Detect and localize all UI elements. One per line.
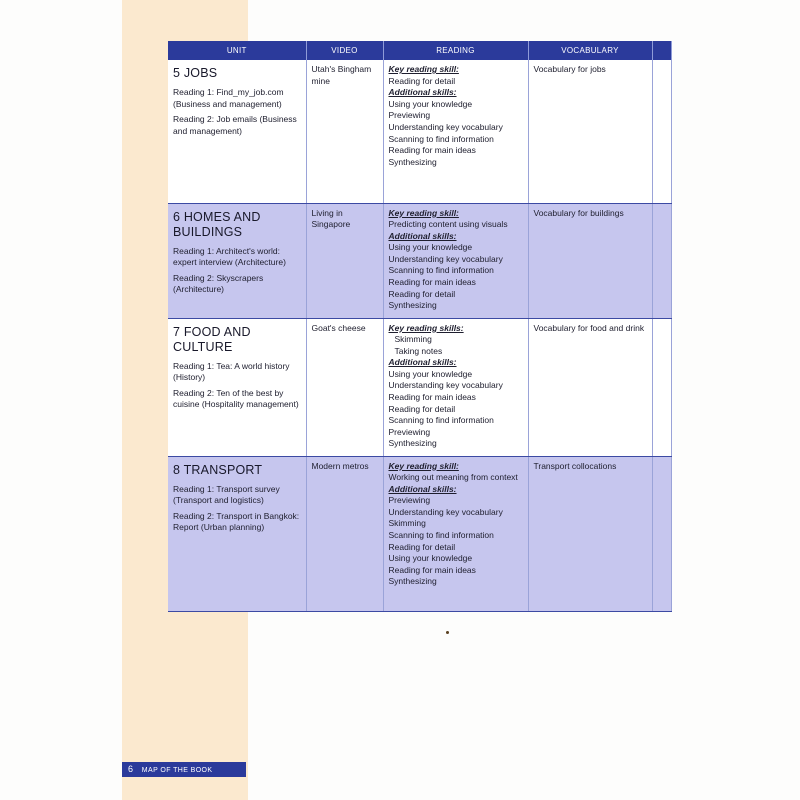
- vocabulary-text: Transport collocations: [533, 460, 617, 471]
- cut-off-cell: [652, 60, 671, 203]
- vocabulary-cell: [528, 318, 652, 456]
- reading-cell: [383, 203, 528, 318]
- video-cell: [306, 60, 383, 203]
- cut-off-cell: [652, 318, 671, 456]
- unit-cell: [168, 60, 306, 203]
- footer-bar: [122, 762, 246, 777]
- additional-skill-item: Reading for main ideas: [388, 564, 476, 575]
- additional-skill-item: Reading for main ideas: [388, 392, 476, 403]
- header-video: VIDEO: [306, 41, 383, 60]
- additional-skill-item: Using your knowledge: [388, 242, 473, 253]
- footer-label: MAP OF THE BOOK: [141, 767, 213, 774]
- vocabulary-text: Vocabulary for food and drink: [533, 322, 645, 333]
- header-vocabulary: VOCABULARY: [528, 41, 652, 60]
- header-unit: UNIT: [168, 41, 306, 60]
- additional-skill-item: Skimming: [388, 518, 426, 529]
- reading-cell: [383, 318, 528, 456]
- reading-cell: [383, 60, 528, 203]
- unit-title: 5 JOBS: [173, 66, 218, 80]
- cut-off-cell: [652, 456, 671, 611]
- additional-skill-item: Scanning to find information: [388, 133, 494, 144]
- key-skill-item: Taking notes: [394, 345, 443, 356]
- additional-skill-item: Scanning to find information: [388, 265, 494, 276]
- additional-skill-item: Previewing: [388, 110, 431, 121]
- additional-skill-item: Using your knowledge: [388, 98, 473, 109]
- additional-skill-item: Understanding key vocabulary: [388, 253, 503, 264]
- unit-reading-text: Reading 2: Ten of the best by cuisine (Hospitality management): [173, 387, 299, 410]
- unit-cell: [168, 318, 306, 456]
- print-speck: [446, 631, 449, 634]
- reading-cell: [383, 456, 528, 611]
- key-skill-item: Working out meaning from context: [388, 472, 518, 483]
- header-cut-off: [652, 41, 671, 60]
- unit-reading-text: Reading 2: Job emails (Business and management): [173, 114, 297, 136]
- additional-skills-label: Additional skills:: [388, 230, 457, 241]
- vocabulary-cell: [528, 203, 652, 318]
- additional-skill-item: Using your knowledge: [388, 368, 473, 379]
- key-skill-item: Predicting content using visuals: [388, 219, 508, 230]
- key-skill-item: Skimming: [394, 334, 432, 345]
- map-of-book-table: [168, 41, 672, 612]
- additional-skill-item: Reading for detail: [388, 541, 456, 552]
- additional-skills-label: Additional skills:: [388, 483, 457, 494]
- additional-skill-item: Synthesizing: [388, 156, 437, 167]
- video-title: Living in Singapore: [311, 207, 351, 230]
- vocabulary-text: Vocabulary for buildings: [533, 207, 624, 218]
- table-header-row: [168, 41, 671, 60]
- key-skill-label: Key reading skill:: [388, 64, 459, 74]
- video-title: Goat's cheese: [311, 322, 366, 333]
- additional-skill-item: Synthesizing: [388, 438, 437, 449]
- unit-reading-text: Reading 1: Tea: A world history (History): [173, 360, 290, 383]
- unit-reading-text: Reading 1: Architect's world: expert interview (Architecture): [173, 245, 286, 268]
- video-title: Modern metros: [311, 460, 369, 471]
- video-title: Utah's Bingham mine: [311, 64, 372, 86]
- additional-skill-item: Understanding key vocabulary: [388, 380, 503, 391]
- additional-skill-item: Reading for main ideas: [388, 277, 476, 288]
- additional-skill-item: Understanding key vocabulary: [388, 121, 503, 132]
- additional-skill-item: Using your knowledge: [388, 553, 473, 564]
- unit-row: [168, 456, 671, 611]
- header-reading: READING: [383, 41, 528, 60]
- additional-skills-label: Additional skills:: [388, 357, 457, 368]
- video-cell: [306, 203, 383, 318]
- page-number: 6: [128, 764, 134, 774]
- video-cell: [306, 456, 383, 611]
- unit-cell: [168, 456, 306, 611]
- cut-off-cell: [652, 203, 671, 318]
- unit-row: [168, 203, 671, 318]
- additional-skill-item: Previewing: [388, 495, 431, 506]
- vocabulary-cell: [528, 60, 652, 203]
- additional-skill-item: Reading for detail: [388, 403, 456, 414]
- unit-row: [168, 318, 671, 456]
- unit-reading-text: Reading 1: Transport survey (Transport and logistics): [173, 483, 280, 506]
- additional-skill-item: Reading for detail: [388, 288, 456, 299]
- additional-skill-item: Understanding key vocabulary: [388, 506, 503, 517]
- key-skill-label: Key reading skill:: [388, 207, 459, 218]
- unit-title: 7 FOOD AND CULTURE: [173, 324, 251, 354]
- unit-cell: [168, 203, 306, 318]
- additional-skill-item: Previewing: [388, 426, 431, 437]
- key-skill-label: Key reading skill:: [388, 460, 459, 471]
- unit-title: 6 HOMES AND BUILDINGS: [173, 209, 261, 239]
- unit-reading-text: Reading 2: Skyscrapers (Architecture): [173, 272, 264, 295]
- key-skill-item: Reading for detail: [388, 75, 456, 86]
- unit-title: 8 TRANSPORT: [173, 462, 263, 477]
- vocabulary-text: Vocabulary for jobs: [533, 64, 606, 74]
- additional-skill-item: Scanning to find information: [388, 530, 494, 541]
- additional-skill-item: Synthesizing: [388, 576, 437, 587]
- key-skill-label: Key reading skills:: [388, 322, 464, 333]
- additional-skill-item: Synthesizing: [388, 300, 437, 311]
- unit-row: [168, 60, 671, 203]
- video-cell: [306, 318, 383, 456]
- vocabulary-cell: [528, 456, 652, 611]
- unit-reading-text: Reading 2: Transport in Bangkok: Report (Urban planning): [173, 510, 300, 533]
- additional-skills-label: Additional skills:: [388, 87, 457, 98]
- additional-skill-item: Scanning to find information: [388, 415, 494, 426]
- unit-reading-text: Reading 1: Find_my_job.com (Business and management): [173, 87, 284, 109]
- additional-skill-item: Reading for main ideas: [388, 145, 476, 156]
